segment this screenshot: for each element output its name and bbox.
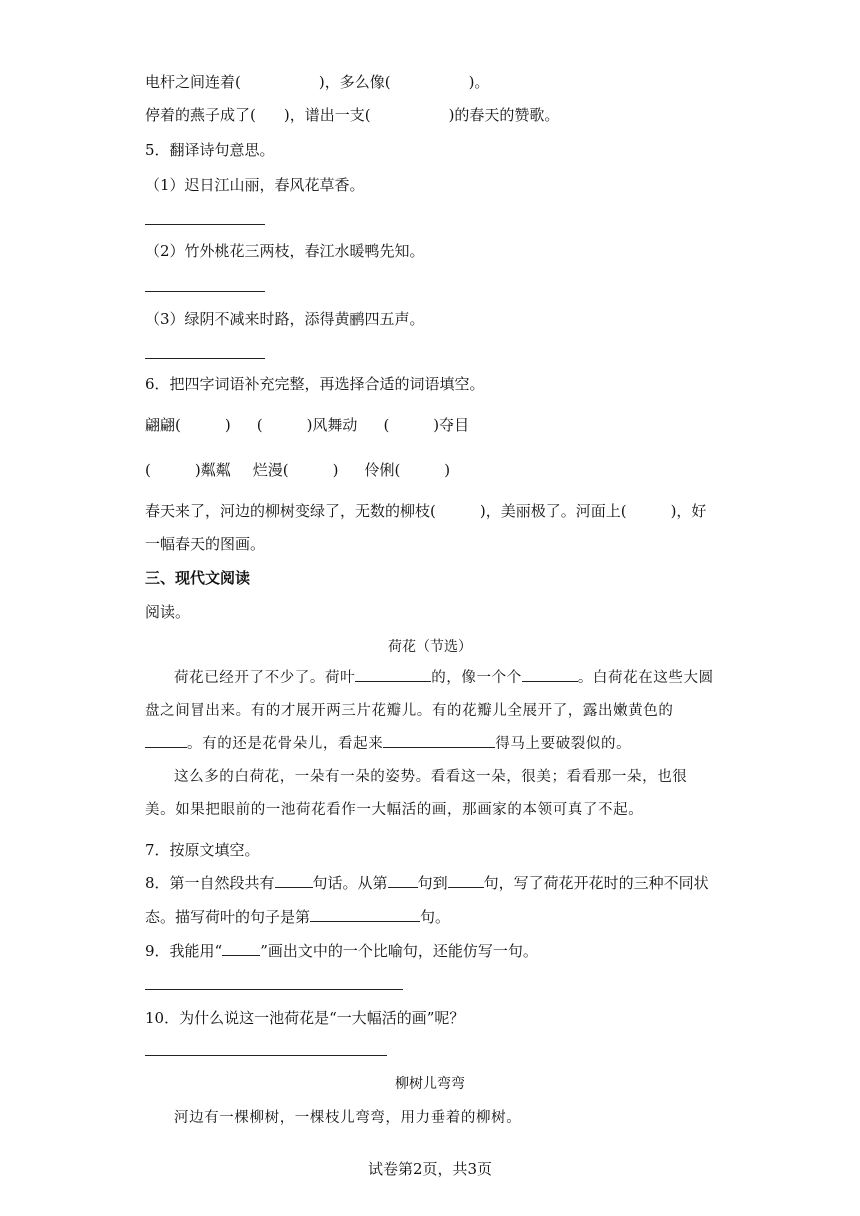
word-blank: ): [444, 461, 451, 479]
passage-title: 柳树儿弯弯: [395, 1076, 465, 1092]
q6-fill-line-1: [145, 500, 706, 522]
word-blank: (: [383, 416, 390, 434]
passage-paragraph-2: 这么多的白荷花，一朵有一朵的姿势。看看这一朵，很美；看看那一朵，也很美。如果把眼前的一池荷花看作一大幅活的画，那画家的本领可真了不起。: [145, 769, 688, 818]
section-title: 三、现代文阅读: [145, 569, 251, 587]
fill-text: 春天来了，河边的柳树变绿了，无数的柳枝(: [145, 502, 436, 520]
q6-title: 6．把四字词语补充完整，再选择合适的词语填空。: [145, 375, 485, 393]
passage-text: 。白荷花在这些大圆盘之间冒出来。有的才展开两三片花瓣儿。有的花瓣儿全展开了，露出嫩黄色的: [145, 670, 714, 719]
fill-blank: [145, 731, 187, 748]
read-label: 阅读。: [145, 603, 191, 621]
q9-text: ”画出文中的一个比喻句，还能仿写一句。: [260, 942, 538, 960]
passage-body: [145, 1102, 715, 1135]
passage-text: 得马上要破裂似的。: [495, 736, 632, 752]
fill-blank: [522, 665, 578, 682]
q8-text: 句。: [420, 908, 451, 926]
fill-blank: [355, 665, 431, 682]
answer-line: [145, 358, 265, 359]
word-blank: 烂漫(: [252, 461, 289, 479]
q8-text: 态。描写荷叶的句子是第: [145, 908, 311, 926]
q4-text: 电杆之间连着(: [145, 73, 241, 91]
passage-text: 荷花已经开了不少了。荷叶: [174, 670, 356, 686]
q8-line-1: [145, 872, 709, 894]
q4-line-2: [145, 104, 559, 126]
q4-text: )的春天的赞歌。: [448, 106, 560, 124]
passage-paragraph-1: [145, 662, 715, 761]
fill-text: )，美丽极了。河面上(: [479, 502, 627, 520]
q5-item-1: （1）迟日江山丽，春风花草香。: [145, 176, 365, 194]
q6-fill-line-2: 一幅春天的图画。: [145, 535, 266, 553]
passage-body: [145, 662, 715, 827]
q4-text: )。: [468, 73, 490, 91]
word-blank: (: [145, 461, 151, 479]
passage-paragraph-1: 河边有一棵柳树，一棵枝儿弯弯，用力垂着的柳树。: [174, 1110, 522, 1126]
q4-text: )，多么像(: [318, 73, 391, 91]
word-blank: )夺目: [433, 416, 470, 434]
passage-title: 荷花（节选）: [388, 639, 472, 655]
fill-blank: [383, 731, 495, 748]
q4-text: 停着的燕子成了(: [145, 106, 256, 124]
q8-line-2: [145, 906, 450, 928]
q7-title: 7．按原文填空。: [145, 841, 260, 859]
answer-line: [145, 1055, 387, 1056]
q9-text: 9．我能用“: [145, 942, 223, 960]
word-blank: (: [256, 416, 263, 434]
answer-line: [145, 224, 265, 225]
passage-text: 。有的还是花骨朵儿，看起来: [187, 736, 384, 752]
fill-blank: [448, 872, 484, 888]
page-footer: 试卷第2页，共3页: [367, 1160, 493, 1178]
q10-title: 10．为什么说这一池荷花是“一大幅活的画”呢？: [145, 1009, 465, 1027]
fill-blank: [275, 872, 313, 888]
answer-line: [145, 291, 265, 292]
q6-words-row-2: [145, 459, 450, 481]
q8-text: 8．第一自然段共有: [145, 874, 275, 892]
word-blank: )风舞动: [306, 416, 358, 434]
passage-text: 的，像一个个: [431, 670, 522, 686]
word-blank: )粼粼: [194, 461, 231, 479]
fill-text: )，好: [670, 502, 707, 520]
q8-text: 句话。从第: [312, 874, 388, 892]
q4-line-1: [145, 71, 489, 93]
q8-text: 句，写了荷花开花时的三种不同状: [483, 874, 709, 892]
answer-line: [145, 989, 403, 990]
q5-title: 5．翻译诗句意思。: [145, 141, 275, 159]
fill-blank: [310, 906, 420, 922]
word-blank: 翩翩(: [145, 416, 181, 434]
q5-item-2: （2）竹外桃花三两枝，春江水暖鸭先知。: [145, 242, 425, 260]
q6-words-row-1: [145, 414, 469, 436]
q5-item-3: （3）绿阴不减来时路，添得黄鹂四五声。: [145, 310, 425, 328]
fill-blank: [222, 940, 260, 956]
fill-blank: [388, 872, 418, 888]
q4-text: )，谱出一支(: [283, 106, 371, 124]
q9-line: [145, 940, 538, 962]
q8-text: 句到: [417, 874, 448, 892]
word-blank: 伶俐(: [364, 461, 401, 479]
word-blank: ): [224, 416, 231, 434]
word-blank: ): [332, 461, 339, 479]
